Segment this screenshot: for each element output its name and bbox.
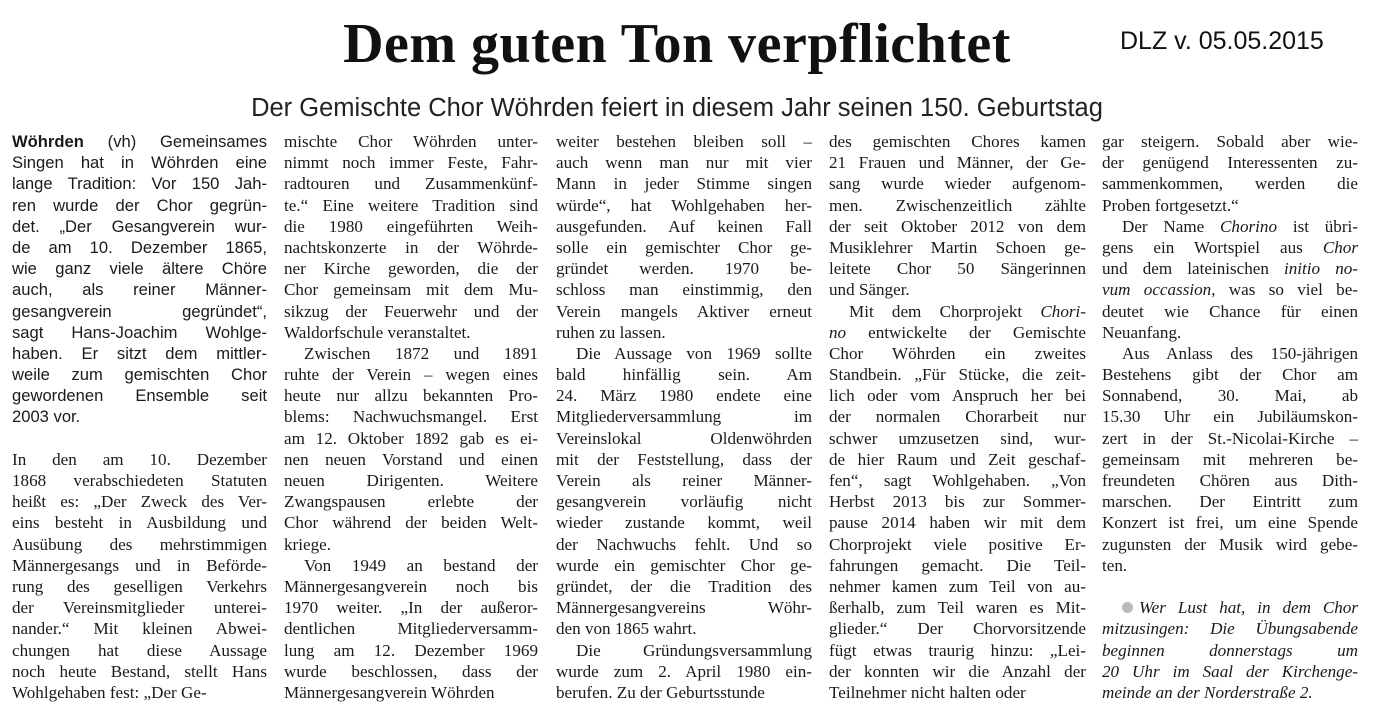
column-3	[556, 131, 812, 702]
text-line	[12, 534, 267, 555]
text-line	[1102, 195, 1358, 216]
text-run: weiter bestehen bleiben soll –	[556, 132, 812, 151]
text-line	[284, 279, 538, 300]
text-run: Proben fortgesetzt.“	[1102, 195, 1239, 215]
text-line	[284, 152, 538, 173]
text-run: Zwischen 1872 und 1891	[304, 343, 538, 363]
text-line	[556, 237, 812, 258]
text-line	[829, 597, 1086, 618]
text-line	[284, 661, 538, 682]
text-run: Musiklehrer Martin Schoen ge-	[829, 237, 1086, 257]
text-run: nehmer kamen zum Teil von au-	[829, 576, 1086, 596]
text-run: weile zum gemischten Chor	[12, 365, 267, 385]
text-run: ten.	[1102, 555, 1128, 575]
text-run: fen“, sagt Wohlgehaben. „Von	[829, 471, 1086, 490]
text-run: nen neuen Vorstand und einen	[284, 449, 538, 469]
text-run: schloss man einstimmig, den	[556, 280, 812, 300]
text-line	[284, 449, 538, 470]
text-run: gens ein Wortspiel aus	[1102, 237, 1323, 257]
text-line	[829, 618, 1086, 639]
text-line	[12, 131, 267, 152]
text-run: ruhte der Verein – wegen eines	[284, 365, 538, 385]
text-run: würde“, hat Wohlgehaben her-	[556, 195, 812, 215]
text-run: Sonnabend, 30. Mai, ab	[1102, 386, 1358, 406]
text-line	[556, 512, 812, 533]
text-line	[1102, 216, 1358, 237]
text-run: die 1980 eingeführten Weih-	[284, 216, 538, 236]
article-headline: Dem guten Ton verpflichtet	[343, 13, 1011, 75]
text-run: lange Tradition: Vor 150 Jah-	[12, 174, 267, 194]
text-run: Chor gemeinsam mit dem Mu-	[284, 280, 538, 300]
text-run: Teilnehmer nicht halten oder	[829, 682, 1026, 702]
text-run: gewordenen Ensemble seit	[12, 386, 267, 406]
text-run: mit der Feststellung, dass der	[556, 449, 812, 469]
text-run: nander.“ Mit kleinen Abwei-	[12, 619, 267, 639]
text-line	[12, 597, 267, 618]
text-run: den von 1865 wahrt.	[556, 619, 697, 639]
text-line	[284, 131, 538, 152]
text-line	[556, 428, 812, 449]
text-run: schwer umzusetzen sind, wur-	[829, 428, 1086, 448]
italic-text: Chor	[1322, 237, 1358, 257]
text-run: 2003 vor.	[12, 407, 81, 427]
text-line	[829, 195, 1086, 216]
text-line	[1102, 491, 1358, 512]
dateline-location: Wöhrden	[12, 132, 84, 151]
text-line	[556, 491, 812, 512]
text-line	[12, 555, 267, 576]
text-line	[12, 322, 267, 343]
text-line	[556, 385, 812, 406]
text-line	[556, 618, 812, 639]
text-line	[829, 152, 1086, 173]
text-run: zugunsten der Musik wird gebe-	[1102, 534, 1358, 554]
text-line	[1102, 661, 1358, 682]
text-run: sammenkommen, werden die	[1102, 174, 1358, 194]
text-run: 1970 weiter. „In der außeror-	[284, 598, 538, 618]
text-line	[1102, 682, 1358, 703]
text-run: sikzug der Feuerwehr und der	[284, 301, 538, 321]
text-run: men. Zwischenzeitlich zählte	[829, 195, 1086, 215]
text-run: wurde ein gemischter Chor ge-	[556, 555, 812, 575]
text-line	[556, 279, 812, 300]
text-run: heute nur allzu bekannten Pro-	[284, 386, 538, 406]
text-run: fügt etwas traurig hinzu: „Lei-	[829, 640, 1086, 660]
text-run: heißt es: „Der Zweck des Ver-	[12, 492, 267, 512]
text-line	[1102, 512, 1358, 533]
text-run: Herbst 2013 bis zur Sommer-	[829, 492, 1086, 512]
text-run: Die Aussage von 1969 sollte	[576, 343, 812, 363]
text-line	[556, 195, 812, 216]
text-line	[556, 597, 812, 618]
italic-text: beginnen donnerstags um	[1102, 640, 1358, 660]
text-line	[12, 343, 267, 364]
text-run: Chorprojekt viele positive Er-	[829, 534, 1086, 554]
text-line	[284, 237, 538, 258]
text-line	[1102, 173, 1358, 194]
text-line	[556, 682, 812, 703]
italic-text: no	[829, 322, 847, 342]
text-run: pause 2014 haben wir mit dem	[829, 513, 1086, 533]
text-run: radtouren und Zusammenkünf-	[284, 174, 538, 194]
text-run: Chor Wöhrden ein zweites	[829, 343, 1086, 363]
text-run: und dem lateinischen	[1102, 259, 1285, 279]
text-line	[12, 216, 267, 237]
text-line	[1102, 555, 1358, 576]
text-line	[556, 534, 812, 555]
text-line	[1102, 470, 1358, 491]
text-run: deutet wie Chance für einen	[1102, 301, 1358, 321]
text-run: 15.30 Uhr ein Jubiläumskon-	[1102, 407, 1358, 427]
text-line	[284, 555, 538, 576]
text-run: 1868 verabschiedeten Statuten	[12, 471, 267, 490]
column-4	[829, 131, 1086, 702]
text-run: ren wurde der Chor gegrün-	[12, 195, 267, 215]
text-line	[829, 364, 1086, 385]
text-run: Ausübung des mehrstimmigen	[12, 534, 267, 554]
text-line	[12, 301, 267, 322]
text-line	[284, 618, 538, 639]
text-run: In den am 10. Dezember	[12, 449, 267, 469]
text-line	[829, 512, 1086, 533]
text-run: solle ein gemischter Chor ge-	[556, 237, 812, 257]
text-run: de hier Raum und Zeit geschaf-	[829, 449, 1086, 469]
text-line	[12, 385, 267, 406]
text-line	[556, 470, 812, 491]
text-line	[829, 131, 1086, 152]
text-run: de am 10. Dezember 1865,	[12, 237, 267, 257]
text-line	[284, 385, 538, 406]
text-run: auch wenn man nur mit vier	[556, 153, 812, 173]
text-run: fahrungen gemacht. Die Teil-	[829, 555, 1086, 575]
column-5	[1102, 131, 1359, 702]
text-run: Von 1949 an bestand der	[304, 555, 538, 575]
text-line	[556, 661, 812, 682]
text-run: zert in der St.-Nicolai-Kirche –	[1102, 428, 1358, 448]
text-line	[284, 534, 538, 555]
text-run: (vh) Gemeinsames	[83, 132, 267, 151]
text-line	[829, 555, 1086, 576]
text-run: Waldorfschule veranstaltet.	[284, 322, 471, 342]
text-line	[829, 491, 1086, 512]
dateline: DLZ v. 05.05.2015	[1120, 27, 1324, 55]
text-run: gründet werden. 1970 be-	[556, 259, 812, 279]
text-run: mischte Chor Wöhrden unter-	[284, 132, 538, 151]
text-line	[556, 640, 812, 661]
text-line	[1102, 131, 1358, 152]
italic-text: vum occassion	[1102, 280, 1212, 300]
text-line	[556, 576, 812, 597]
italic-text: Chorino	[1220, 216, 1278, 236]
text-line	[12, 470, 267, 491]
column-1	[12, 131, 267, 702]
text-line	[284, 322, 538, 343]
text-line	[12, 237, 267, 258]
italic-text: Wer Lust hat, in dem Chor	[1139, 598, 1358, 618]
text-run: wieder zustande kommt, weil	[556, 513, 812, 533]
text-line	[1102, 237, 1358, 258]
text-line	[556, 131, 812, 152]
text-line	[556, 364, 812, 385]
text-line	[12, 364, 267, 385]
text-run: lich oder vom Anspruch her bei	[829, 386, 1086, 406]
text-line	[12, 258, 267, 279]
text-run: 24. März 1980 endete eine	[556, 386, 812, 406]
text-run: kriege.	[284, 534, 331, 554]
text-line	[284, 576, 538, 597]
text-line	[12, 512, 267, 533]
text-line	[829, 682, 1086, 703]
italic-text: 20 Uhr im Saal der Kirchenge-	[1102, 661, 1358, 681]
text-line	[1102, 301, 1358, 322]
text-line	[12, 640, 267, 661]
text-line	[829, 470, 1086, 491]
text-line	[556, 555, 812, 576]
text-run: Männergesangverein noch bis	[284, 576, 538, 596]
article-subheadline: Der Gemischte Chor Wöhrden feiert in diesem Jahr seinen 150. Geburtstag	[251, 94, 1103, 122]
text-run: Konzert ist frei, um eine Spende	[1102, 513, 1358, 533]
text-line	[829, 428, 1086, 449]
text-line	[829, 279, 1086, 300]
text-line	[829, 173, 1086, 194]
text-run: neuen Dirigenten. Weitere	[284, 471, 538, 490]
text-run: Zwangspausen erlebte der	[284, 492, 538, 512]
text-run: det. „Der Gesangverein wur-	[12, 216, 267, 236]
text-line	[284, 491, 538, 512]
text-line	[829, 301, 1086, 322]
text-line	[829, 406, 1086, 427]
text-line	[1102, 618, 1358, 639]
text-run: gemeinsam mit mehreren be-	[1102, 449, 1358, 469]
text-run: ausgefunden. Auf keinen Fall	[556, 216, 812, 236]
text-line	[1102, 279, 1358, 300]
text-line	[829, 640, 1086, 661]
text-line	[284, 173, 538, 194]
text-run: marschen. Der Eintritt zum	[1102, 492, 1358, 512]
text-run: Mitgliederversammlung im	[556, 407, 812, 427]
column-2	[284, 131, 538, 702]
text-run: noch heute Bestand, stellt Hans	[12, 661, 267, 681]
text-line	[829, 216, 1086, 237]
text-line	[829, 534, 1086, 555]
text-line	[1102, 428, 1358, 449]
text-line	[829, 237, 1086, 258]
text-run: Bestehens gibt der Chor am	[1102, 365, 1358, 385]
text-run: Aus Anlass des 150-jährigen	[1122, 343, 1358, 363]
text-run: sagt Hans-Joachim Wohlge-	[12, 322, 267, 342]
text-run: wurde beschlossen, dass der	[284, 661, 538, 681]
text-line	[284, 428, 538, 449]
text-line	[1102, 258, 1358, 279]
text-line	[12, 661, 267, 682]
text-run: berufen. Zu der Geburtsstunde	[556, 682, 765, 702]
text-run: Vereinslokal Oldenwöhrden	[556, 428, 812, 448]
text-run: des gemischten Chores kamen	[829, 132, 1086, 151]
text-line	[1102, 449, 1358, 470]
text-run: Verein mangels Aktiver erneut	[556, 301, 812, 321]
text-run: gesangverein vorläufig nicht	[556, 492, 812, 512]
text-line	[1102, 534, 1358, 555]
text-run: Wohlgehaben fest: „Der Ge-	[12, 682, 207, 702]
text-line	[12, 576, 267, 597]
text-line	[12, 173, 267, 194]
text-run: ruhen zu lassen.	[556, 322, 666, 342]
text-run: ner Kirche geworden, die der	[284, 259, 538, 279]
text-line	[556, 343, 812, 364]
text-line	[829, 385, 1086, 406]
text-run: Mit dem Chorprojekt	[849, 301, 1041, 321]
text-run: sang wurde wieder aufgenom-	[829, 174, 1086, 194]
text-run: chungen hat diese Aussage	[12, 640, 267, 660]
text-run: haben. Er sitzt dem mittler-	[12, 343, 267, 363]
text-run: der Nachwuchs fehlt. Und so	[556, 534, 812, 554]
text-line	[1102, 597, 1358, 618]
text-run: glieder.“ Der Chorvorsitzende	[829, 619, 1086, 639]
text-run: dentlichen Mitgliederversamm-	[284, 619, 538, 639]
text-run: gar steigern. Sobald aber wie-	[1102, 132, 1358, 151]
text-run: Der Name	[1122, 216, 1221, 236]
text-line	[284, 195, 538, 216]
text-run: der Vereinsmitglieder unterei-	[12, 598, 267, 618]
text-line	[284, 343, 538, 364]
text-run: und Sänger.	[829, 280, 910, 300]
text-line	[284, 406, 538, 427]
bullet-dot-icon	[1122, 602, 1133, 613]
text-run: Männergesangs und in Beförde-	[12, 555, 267, 575]
text-line	[1102, 152, 1358, 173]
text-line	[556, 406, 812, 427]
text-run: Mann in jeder Stimme singen	[556, 174, 812, 194]
text-run: Neuanfang.	[1102, 322, 1182, 342]
text-run: der normalen Chorarbeit nur	[829, 407, 1086, 427]
text-line	[829, 258, 1086, 279]
text-run: Die Gründungsversammlung	[576, 640, 812, 660]
text-line	[1102, 322, 1358, 343]
paragraph-gap	[12, 428, 267, 449]
text-line	[12, 406, 267, 427]
text-line	[556, 449, 812, 470]
text-run: eins besteht in Ausbildung und	[12, 513, 267, 533]
italic-text: initio no-	[1284, 259, 1358, 279]
text-line	[12, 152, 267, 173]
text-line	[12, 195, 267, 216]
text-run: te.“ Eine weitere Tradition sind	[284, 195, 538, 215]
text-line	[12, 279, 267, 300]
text-run: wurde zum 2. April 1980 ein-	[556, 661, 812, 681]
text-run: leitete Chor 50 Sängerinnen	[829, 259, 1086, 279]
text-run: rung des geselligen Verkehrs	[12, 576, 267, 596]
text-line	[284, 216, 538, 237]
text-line	[556, 216, 812, 237]
text-line	[556, 152, 812, 173]
text-run: der konnten wir die Anzahl der	[829, 661, 1086, 681]
text-run: auch, als reiner Männer-	[12, 280, 267, 300]
text-line	[12, 491, 267, 512]
text-run: nimmt noch immer Feste, Fahr-	[284, 153, 538, 173]
text-line	[284, 470, 538, 491]
text-run: Chor während der beiden Welt-	[284, 513, 538, 533]
text-run: Männergesangvereins Wöhr-	[556, 598, 812, 618]
italic-text: mitzusingen: Die Übungsabende	[1102, 619, 1358, 639]
text-run: der genügend Interessenten zu-	[1102, 153, 1358, 173]
text-run: ßerhalb, zum Teil waren es Mit-	[829, 598, 1086, 618]
text-run: 21 Frauen und Männer, der Ge-	[829, 153, 1086, 173]
text-run: Verein als reiner Männer-	[556, 471, 812, 490]
text-line	[284, 258, 538, 279]
text-line	[829, 576, 1086, 597]
text-line	[12, 449, 267, 470]
text-line	[12, 682, 267, 703]
italic-text: meinde an der Norderstraße 2.	[1102, 682, 1313, 702]
italic-text: Chori-	[1040, 301, 1086, 321]
text-run: entwickelte der Gemischte	[846, 322, 1086, 342]
text-line	[829, 343, 1086, 364]
text-line	[12, 618, 267, 639]
text-run: , was so viel be-	[1211, 280, 1359, 300]
text-run: blems: Nachwuchsmangel. Erst	[284, 407, 538, 427]
text-run: der seit Oktober 2012 von dem	[829, 216, 1086, 236]
text-run: gründet, der die Tradition des	[556, 576, 812, 596]
text-line	[1102, 385, 1358, 406]
text-line	[556, 173, 812, 194]
text-run: lung am 12. Dezember 1969	[284, 640, 538, 660]
text-line	[284, 512, 538, 533]
text-run: gesangverein gegründet“,	[12, 301, 267, 321]
text-line	[284, 640, 538, 661]
text-run: freundeten Chören aus Dith-	[1102, 471, 1358, 490]
text-line	[829, 449, 1086, 470]
paragraph-gap	[1102, 576, 1358, 597]
text-line	[1102, 406, 1358, 427]
text-run: Singen hat in Wöhrden eine	[12, 153, 267, 173]
text-line	[829, 322, 1086, 343]
text-run: wie ganz viele ältere Chöre	[12, 259, 267, 279]
text-line	[284, 682, 538, 703]
text-run: bald hinfällig sein. Am	[556, 365, 812, 385]
text-line	[1102, 364, 1358, 385]
text-run: ist übri-	[1277, 216, 1358, 236]
text-run: Standbein. „Für Stücke, die zeit-	[829, 365, 1086, 385]
text-line	[284, 597, 538, 618]
text-line	[556, 322, 812, 343]
text-line	[1102, 343, 1358, 364]
text-line	[556, 301, 812, 322]
text-run: nachtskonzerte in der Wöhrde-	[284, 237, 538, 257]
text-line	[284, 364, 538, 385]
text-run: am 12. Oktober 1892 gab es ei-	[284, 428, 538, 448]
text-run: Männergesangverein Wöhrden	[284, 682, 495, 702]
text-line	[284, 301, 538, 322]
text-line	[556, 258, 812, 279]
text-line	[1102, 640, 1358, 661]
text-line	[829, 661, 1086, 682]
